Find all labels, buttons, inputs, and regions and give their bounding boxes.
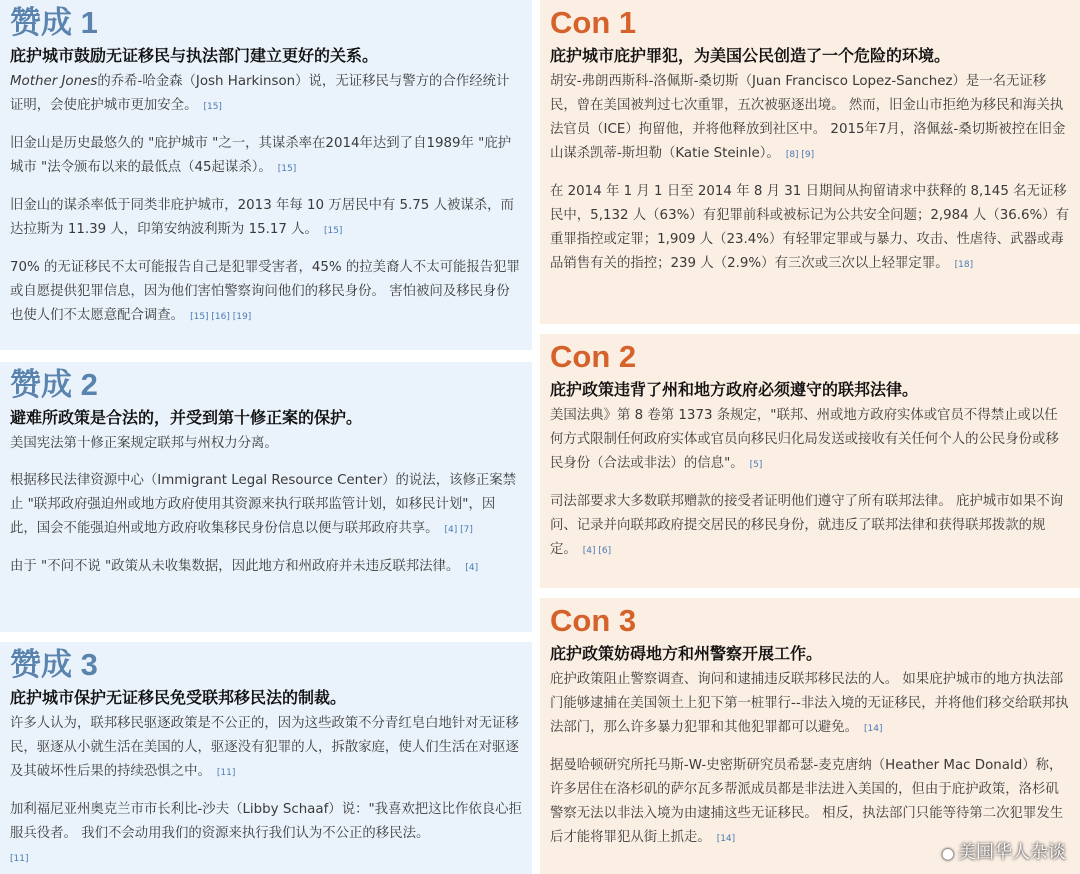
pro-card-1: [0, 0, 532, 350]
pro-card-3: [0, 642, 532, 874]
citation-link[interactable]: [4]: [465, 563, 479, 573]
paragraph-text: 庇护政策阻止警察调查、询问和逮捕违反联邦移民法的人。 如果庇护城市的地方执法部门能够逮捕在美国领土上犯下第一桩罪行--非法入境的无证移民，并将他们移交给联邦执法部门，那么许多暴力犯罪和其他犯罪都可以避免。: [550, 672, 1069, 735]
pro-2-paragraph-3: [10, 555, 522, 580]
citation-link[interactable]: [11]: [216, 768, 236, 778]
con-2-title: 庇护政策违背了州和地方政府必须遵守的联邦法律。: [550, 380, 919, 399]
pro-3-paragraph-1: [10, 712, 522, 785]
con-1-paragraph-1: [550, 70, 1070, 167]
citation-link[interactable]: [15]: [203, 102, 222, 112]
paragraph-text: 司法部要求大多数联邦赠款的接受者证明他们遵守了所有联邦法律。 庇护城市如果不询问、记录并向联邦政府提交居民的移民身份，就违反了联邦法律和获得联邦拨款的规定。: [550, 494, 1064, 557]
citation-link[interactable]: [14]: [863, 724, 883, 734]
citation-link[interactable]: [5]: [749, 460, 763, 470]
chat-bubble-icon: ●: [941, 846, 954, 862]
paragraph-text: 旧金山是历史最悠久的 "庇护城市 "之一，其谋杀率在2014年达到了自1989年 "庇护城市 "法令颁布以来的最低点（45起谋杀）。: [10, 136, 512, 175]
con-3-paragraph-1: [550, 668, 1070, 741]
pro-1-paragraph-3: [10, 194, 522, 243]
watermark: [942, 838, 1066, 864]
publication-name: Mother Jones: [10, 74, 98, 89]
citation-link[interactable]: [18]: [954, 260, 974, 270]
paragraph-text: 由于 "不问不说 "政策从未收集数据，因此地方和州政府并未违反联邦法律。: [10, 559, 460, 574]
con-1-title: 庇护城市庇护罪犯，为美国公民创造了一个危险的环境。: [550, 46, 951, 65]
citation-link[interactable]: [15] [16] [19]: [190, 312, 252, 322]
pro-3-paragraph-2: [10, 798, 522, 846]
citation-link[interactable]: [14]: [716, 834, 736, 844]
paragraph-text: 在 2014 年 1 月 1 日至 2014 年 8 月 31 日期间从拘留请求中获释的 8,145 名无证移民中，5,132 人（63%）有犯罪前科或被标记为公共安全问题；2,984 人（36.6%）有重罪指控或定罪；1,909 人（23.4%）有轻罪定罪或与暴力、攻击、性虐待、武器或毒品销售有关的指控；239 人（2.9%）有三次或三次以上轻罪定罪。: [550, 184, 1070, 271]
pro-1-paragraph-1: [10, 70, 522, 119]
pro-1-heading: 赞成 1: [10, 5, 98, 40]
pro-2-paragraph-2: [10, 469, 522, 542]
con-1-heading: Con 1: [550, 5, 637, 40]
con-2-heading: Con 2: [550, 339, 637, 374]
con-card-2: [540, 334, 1080, 588]
paragraph-text: 美国法典》第 8 卷第 1373 条规定，"联邦、州或地方政府实体或官员不得禁止或以任何方式限制任何政府实体或官员向移民归化局发送或接收有关任何个人的公民身份或移民身份（合法或非法）的信息"。: [550, 408, 1059, 471]
citation-link[interactable]: [4] [7]: [444, 525, 473, 535]
citation-link[interactable]: [4] [6]: [582, 546, 612, 556]
citation-link[interactable]: [11]: [10, 854, 29, 864]
con-card-1: [540, 0, 1080, 324]
paragraph-text: 根据移民法律资源中心（Immigrant Legal Resource Center）的说法，该修正案禁止 "联邦政府强迫州或地方政府使用其资源来执行联邦监管计划，如移民计划"，因此，国会不能强迫州或地方政府收集移民身份信息以便与联邦政府共享。: [10, 473, 517, 536]
pro-3-heading: 赞成 3: [10, 647, 98, 682]
pro-2-heading: 赞成 2: [10, 367, 98, 402]
paragraph-text: 加利福尼亚州奥克兰市市长利比-沙夫（Libby Schaaf）说："我喜欢把这比作依良心拒服兵役者。 我们不会动用我们的资源来执行我们认为不公正的移民法。: [10, 802, 522, 841]
citation-link[interactable]: [15]: [323, 226, 343, 236]
con-2-paragraph-1: [550, 404, 1070, 477]
pro-2-paragraph-1: [10, 432, 522, 456]
pro-1-paragraph-4: [10, 256, 522, 329]
paragraph-text: 美国宪法第十修正案规定联邦与州权力分离。: [10, 436, 278, 451]
con-1-paragraph-2: [550, 180, 1070, 277]
paragraph-text: 据曼哈顿研究所托马斯-W-史密斯研究员希瑟-麦克唐纳（Heather Mac Donald）称，许多居住在洛杉矶的萨尔瓦多帮派成员都是非法进入美国的，但由于庇护政策，洛杉矶警察无法以非法入境为由逮捕这些无证移民。 相反，执法部门只能等待第二次犯罪发生后才能将罪犯从街上抓走。: [550, 758, 1064, 845]
con-3-title: 庇护政策妨碍地方和州警察开展工作。: [550, 644, 823, 663]
pro-1-paragraph-2: [10, 132, 522, 181]
watermark-text: 美国华人杂谈: [958, 842, 1066, 863]
paragraph-text: 许多人认为，联邦移民驱逐政策是不公正的，因为这些政策不分青红皂白地针对无证移民，驱逐从小就生活在美国的人，驱逐没有犯罪的人，拆散家庭，使人们生活在对驱逐及其破坏性后果的持续恐惧之中。: [10, 716, 519, 779]
pro-3-title: 庇护城市保护无证移民免受联邦移民法的制裁。: [10, 688, 347, 707]
pro-2-title: 避难所政策是合法的，并受到第十修正案的保护。: [10, 408, 363, 427]
paragraph-text: 70% 的无证移民不太可能报告自己是犯罪受害者，45% 的拉美裔人不太可能报告犯罪或自愿提供犯罪信息，因为他们害怕警察询问他们的移民身份。 害怕被问及移民身份也使人们不太愿意配合调查。: [10, 260, 520, 323]
con-card-3: [540, 598, 1080, 874]
citation-link[interactable]: [8] [9]: [785, 150, 815, 160]
con-2-paragraph-2: [550, 490, 1070, 563]
citation-link[interactable]: [15]: [277, 164, 297, 174]
pro-card-2: [0, 362, 532, 632]
pro-3-paragraph-3: [10, 846, 522, 871]
pro-1-title: 庇护城市鼓励无证移民与执法部门建立更好的关系。: [10, 46, 379, 65]
paragraph-text: 旧金山的谋杀率低于同类非庇护城市，2013 年每 10 万居民中有 5.75 人被谋杀，而达拉斯为 11.39 人，印第安纳波利斯为 15.17 人。: [10, 198, 514, 237]
con-3-heading: Con 3: [550, 603, 637, 638]
paragraph-text: 胡安-弗朗西斯科-洛佩斯-桑切斯（Juan Francisco Lopez-Sanchez）是一名无证移民，曾在美国被判过七次重罪，五次被驱逐出境。 然而，旧金山市拒绝为移民和海关执法官员（ICE）拘留他，并将他释放到社区中。 2015年7月，洛佩兹-桑切斯被控在旧金山谋杀凯蒂-斯坦勒（Katie Steinle）。: [550, 74, 1066, 161]
paragraph-text: 的乔希-哈金森（Josh Harkinson）说，无证移民与警方的合作经统计证明，会使庇护城市更加安全。: [10, 74, 510, 113]
con-3-paragraph-2: [550, 754, 1070, 851]
